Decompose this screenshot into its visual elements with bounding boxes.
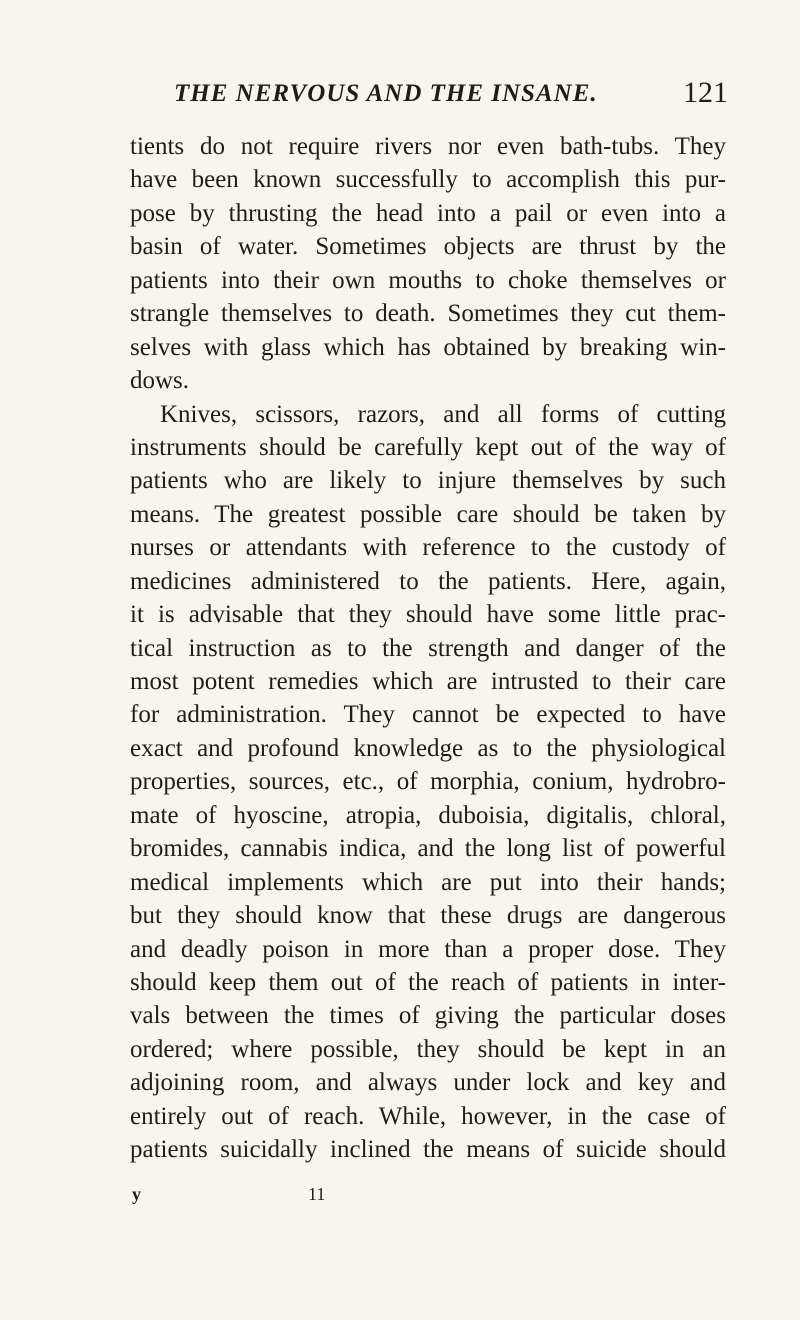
text-line: mate of hyoscine, atropia, duboisia, digitalis, chloral,: [130, 801, 726, 829]
text-line: adjoining room, and always under lock and key and: [130, 1069, 726, 1097]
text-line: medical implements which are put into their hands;: [130, 868, 726, 896]
text-line: basin of water. Sometimes objects are thrust by the: [130, 233, 726, 261]
text-line: patients into their own mouths to choke themselves or: [130, 266, 726, 294]
text-line: it is advisable that they should have some little prac-: [130, 601, 726, 629]
text-line: tients do not require rivers nor even bath-tubs. They: [130, 133, 726, 160]
text-line: most potent remedies which are intrusted to their care: [130, 668, 726, 695]
text-line: bromides, cannabis indica, and the long list of powerful: [130, 835, 726, 863]
page-footer: [130, 1184, 726, 1214]
page-header: [130, 68, 730, 118]
paragraph-start-line: Knives, scissors, razors, and all forms of cutting: [160, 400, 726, 428]
text-line: patients who are likely to injure themselves by such: [130, 467, 726, 495]
text-line: have been known successfully to accomplish this pur-: [130, 166, 726, 194]
text-line: instruments should be carefully kept out of the way of: [130, 433, 726, 461]
signature-mark: у: [132, 1184, 141, 1204]
running-head: THE NERVOUS AND THE INSANE.: [174, 80, 598, 107]
text-line: should keep them out of the reach of patients in inter-: [130, 968, 726, 996]
text-line: exact and profound knowledge as to the physiological: [130, 734, 726, 762]
page-number: 121: [683, 76, 728, 109]
text-line: medicines administered to the patients. Here, again,: [130, 567, 726, 595]
text-line: entirely out of reach. While, however, in the case of: [130, 1102, 726, 1130]
text-line: ordered; where possible, they should be kept in an: [130, 1035, 726, 1063]
text-line: properties, sources, etc., of morphia, conium, hydrobro-: [130, 768, 726, 796]
signature-number: 11: [308, 1184, 326, 1204]
paragraph-end-line: dows.: [130, 367, 190, 395]
text-line: nurses or attendants with reference to the custody of: [130, 534, 726, 562]
text-line: but they should know that these drugs are dangerous: [130, 902, 726, 930]
text-line: strangle themselves to death. Sometimes they cut them-: [130, 300, 726, 328]
text-line: means. The greatest possible care should be taken by: [130, 500, 726, 528]
text-line: tical instruction as to the strength and danger of the: [130, 634, 726, 662]
body-text: [130, 130, 726, 1167]
text-line: vals between the times of giving the particular doses: [130, 1002, 726, 1030]
text-line: for administration. They cannot be expected to have: [130, 701, 726, 729]
text-line: and deadly poison in more than a proper dose. They: [130, 935, 726, 963]
text-line: patients suicidally inclined the means of suicide should: [130, 1136, 726, 1164]
text-line: selves with glass which has obtained by breaking win-: [130, 333, 726, 361]
text-line: pose by thrusting the head into a pail or even into a: [130, 199, 726, 227]
